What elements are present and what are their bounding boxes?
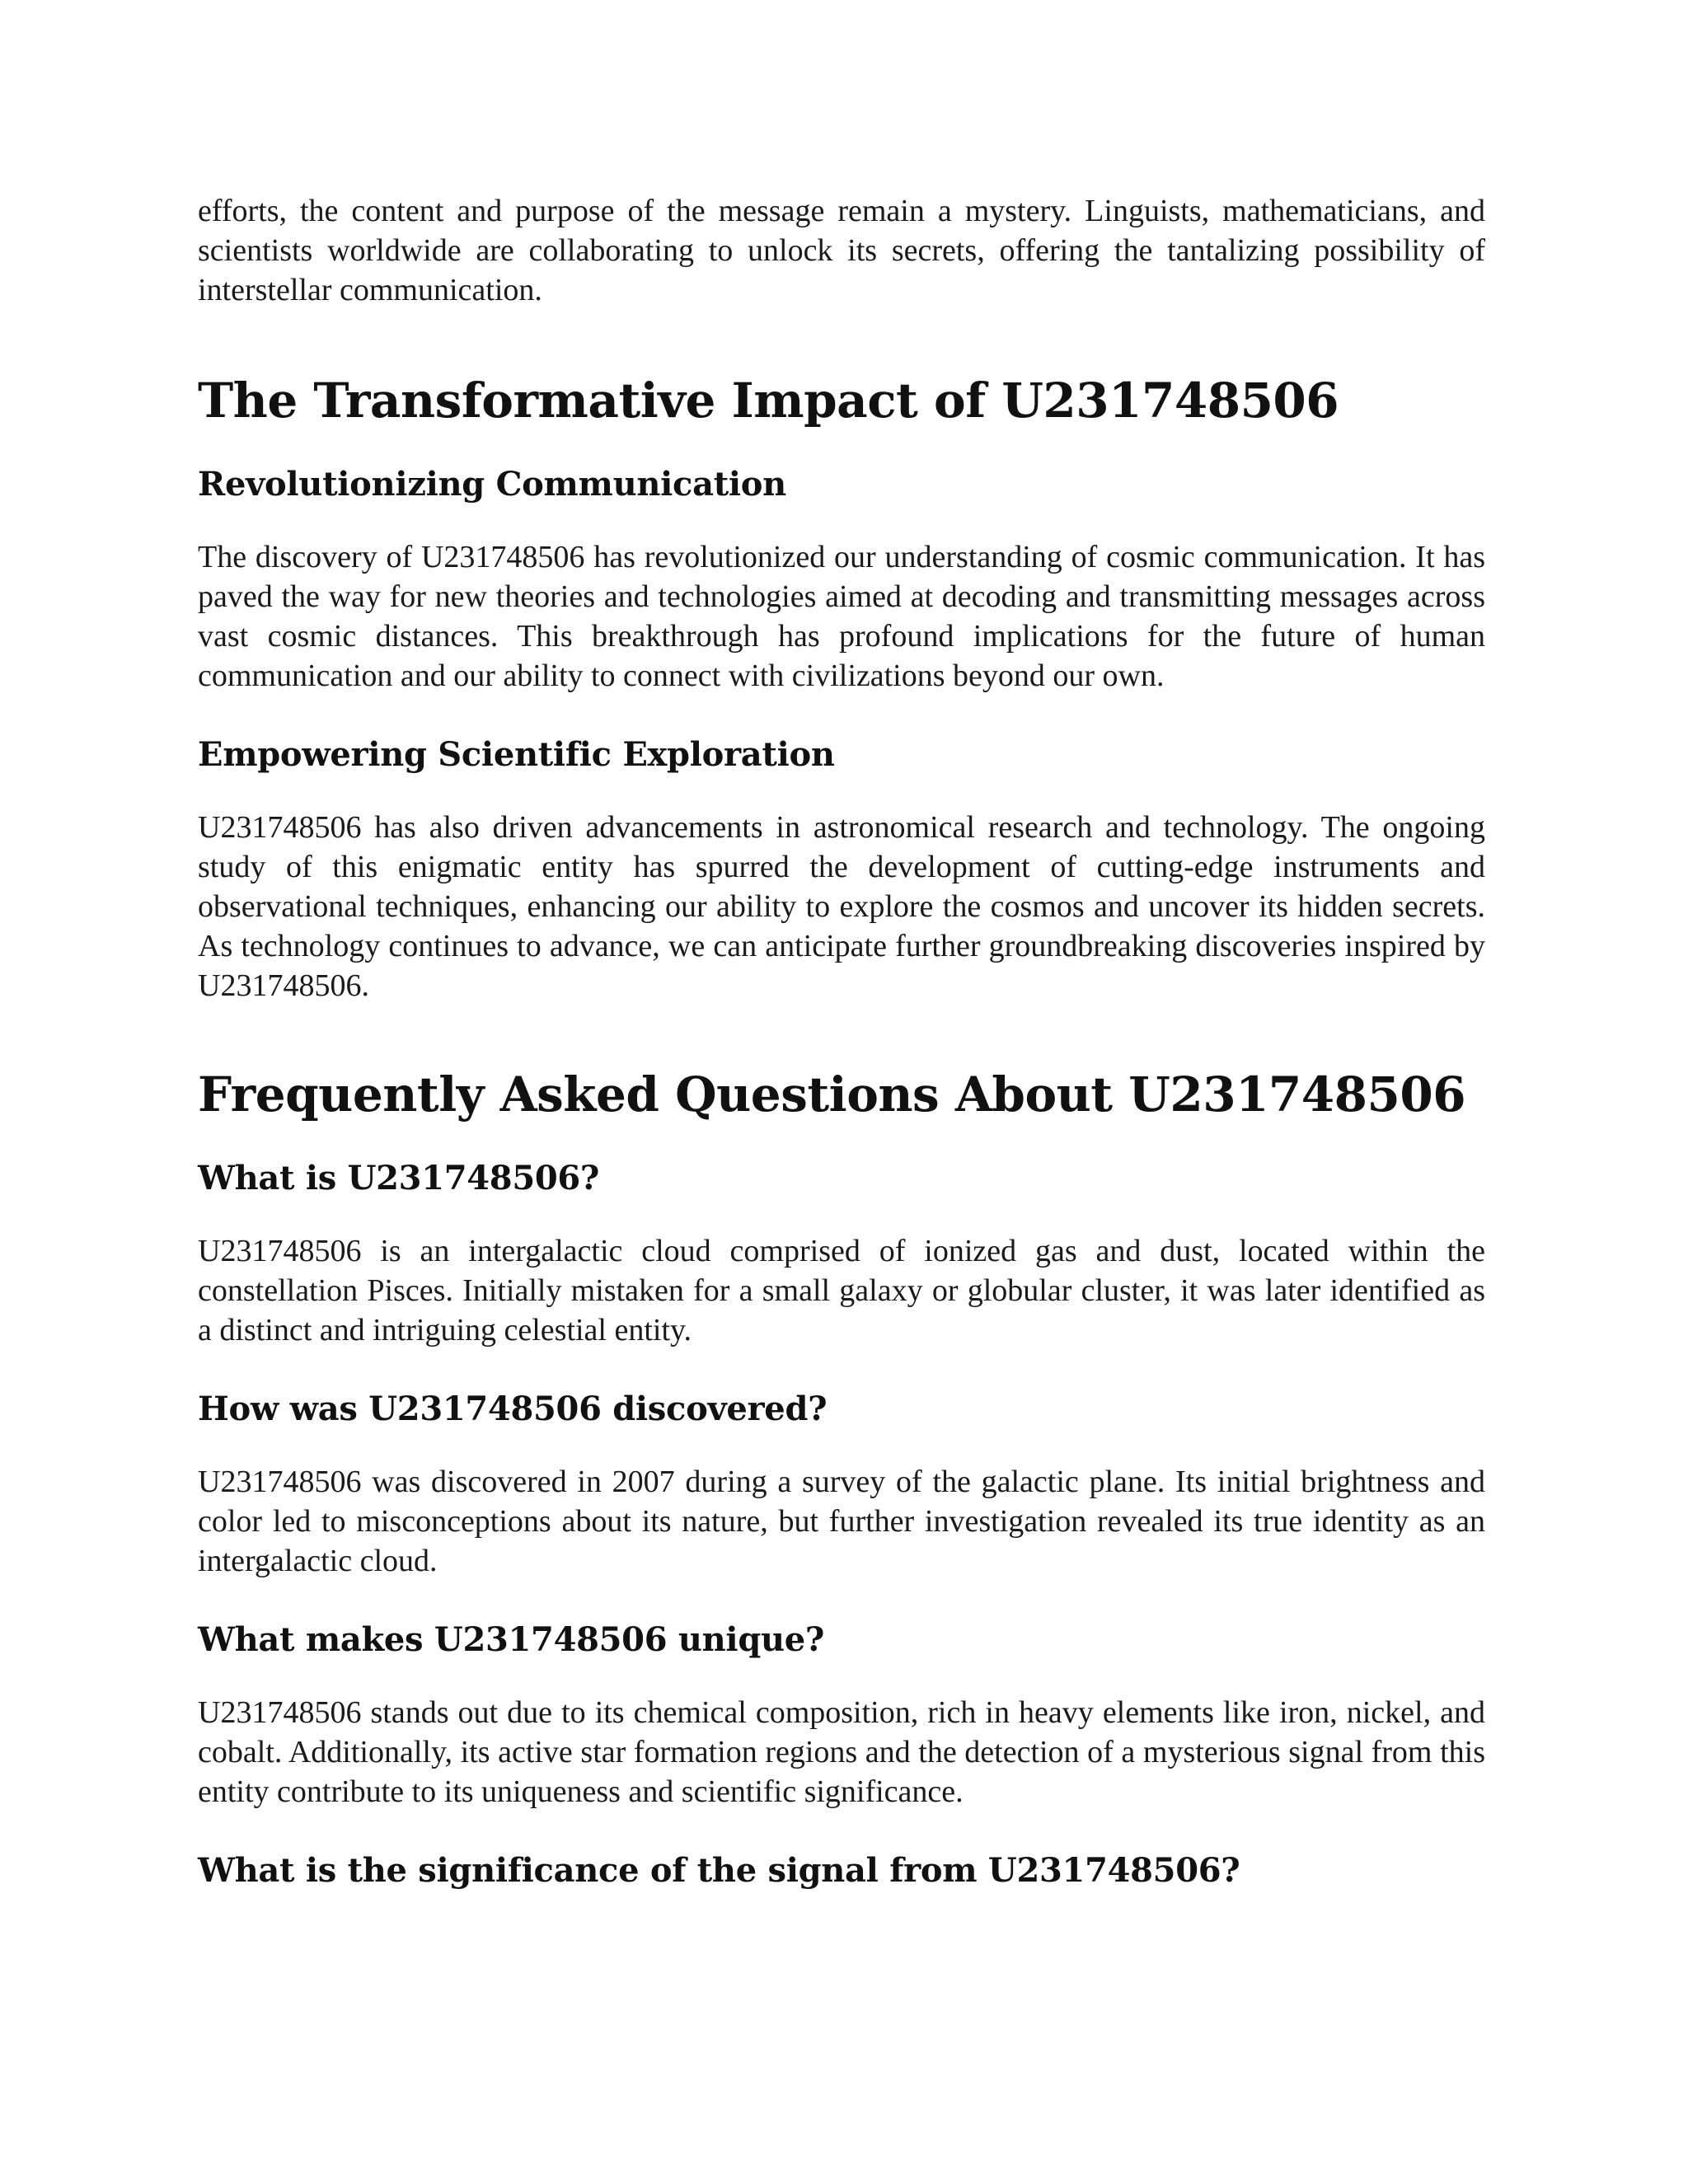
revolutionizing-communication-paragraph: The discovery of U231748506 has revolutionized our understanding of cosmic communication. It has paved the way for new theories and technologies aimed at decoding and transmitting messages across vast cosmic distances. This breakthrough has profound implications for the future of human communication and our ability to connect with civilizations beyond our own. bbox=[198, 540, 1485, 693]
faq-question: What is U231748506? bbox=[198, 1159, 600, 1197]
empowering-exploration-heading: Empowering Scientific Exploration bbox=[198, 735, 835, 774]
faq-section bbox=[198, 1065, 1485, 1892]
document-page bbox=[198, 191, 1485, 1924]
faq-answer: U231748506 is an intergalactic cloud comprised of ionized gas and dust, located within the constellation Pisces. Initially mistaken for a small galaxy or globular cluster, it was later identified as a distinct and intriguing celestial entity. bbox=[198, 1234, 1485, 1347]
intro-paragraph: efforts, the content and purpose of the message remain a mystery. Linguists, mathematicians, and scientists worldwide are collaborating to unlock its secrets, offering the tantalizing possibility of interstellar communication. bbox=[198, 194, 1485, 307]
revolutionizing-communication-heading: Revolutionizing Communication bbox=[198, 465, 786, 504]
faq-answer: U231748506 stands out due to its chemical composition, rich in heavy elements like iron, nickel, and cobalt. Additionally, its active star formation regions and the detection of a mysterious signal from this entity contribute to its uniqueness and scientific significance. bbox=[198, 1695, 1485, 1809]
faq-section-title: Frequently Asked Questions About U231748506 bbox=[198, 1066, 1466, 1122]
impact-section bbox=[198, 371, 1485, 1005]
impact-section-title: The Transformative Impact of U231748506 bbox=[198, 373, 1339, 429]
empowering-exploration-paragraph: U231748506 has also driven advancements in astronomical research and technology. The ongoing study of this enigmatic entity has spurred the development of cutting-edge instruments and observational techniques, enhancing our ability to explore the cosmos and uncover its hidden secrets. As technology continues to advance, we can anticipate further groundbreaking discoveries inspired by U231748506. bbox=[198, 810, 1485, 1003]
faq-question: What is the significance of the signal from U231748506? bbox=[198, 1851, 1240, 1890]
faq-question: What makes U231748506 unique? bbox=[198, 1620, 825, 1659]
faq-answer: U231748506 was discovered in 2007 during a survey of the galactic plane. Its initial brightness and color led to misconceptions about its nature, but further investigation revealed its true identity as an intergalactic cloud. bbox=[198, 1465, 1485, 1578]
faq-question: How was U231748506 discovered? bbox=[198, 1390, 828, 1428]
